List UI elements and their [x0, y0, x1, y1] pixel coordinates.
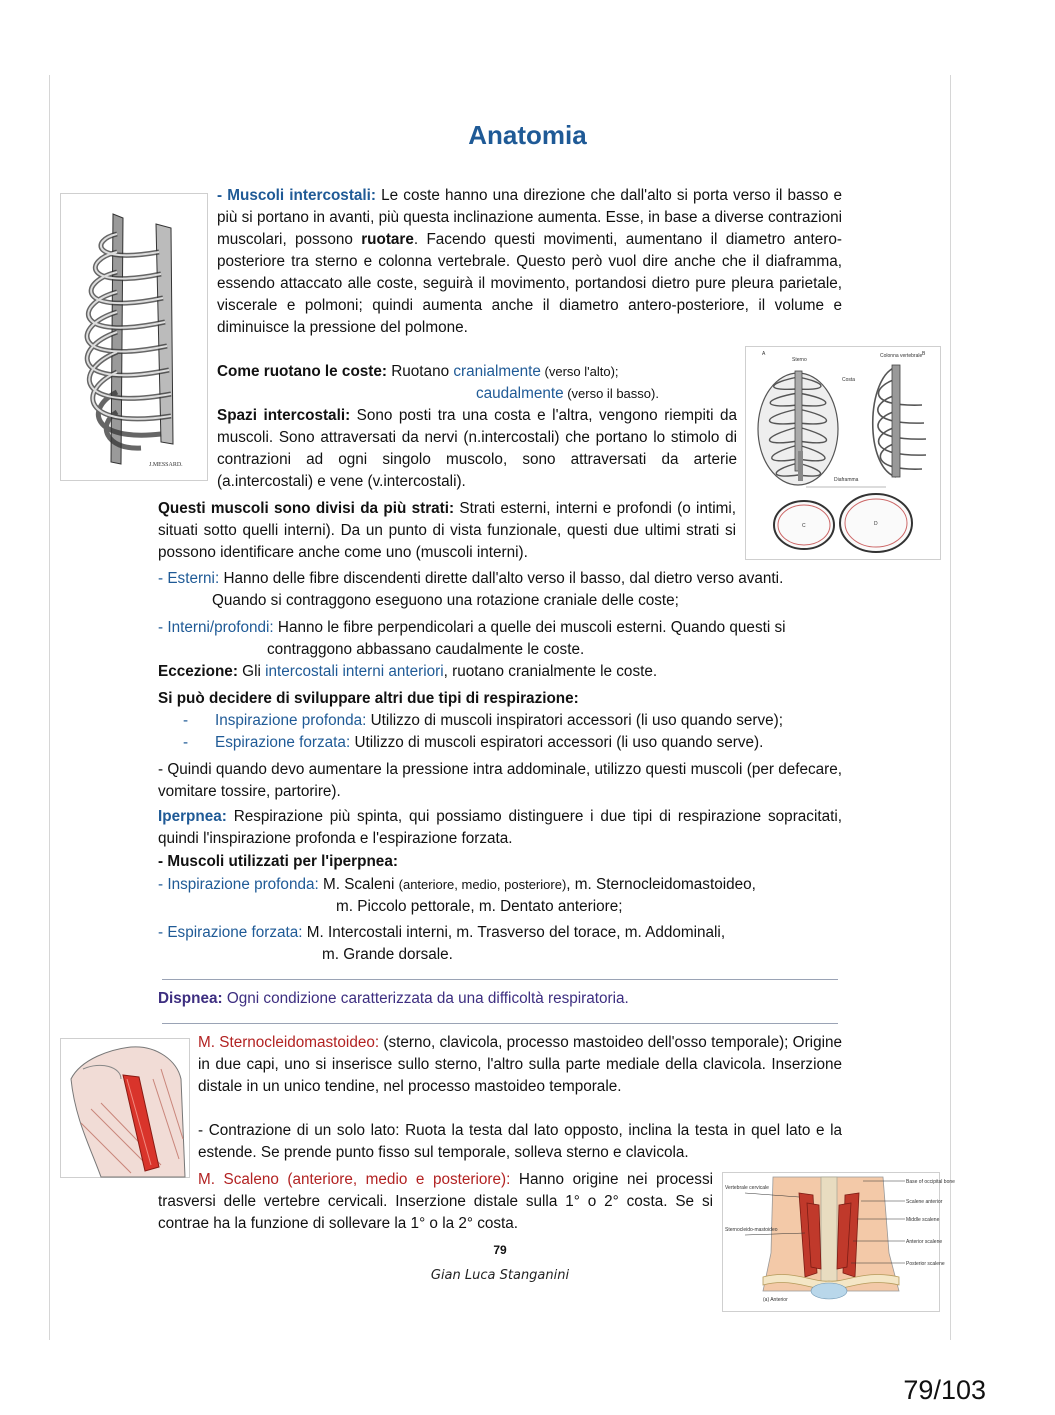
divider-bottom: [162, 1023, 838, 1024]
author: Gian Luca Stanganini: [430, 1268, 570, 1283]
page-counter: 79/103: [903, 1375, 986, 1405]
neck-caption: (a) Anterior: [763, 1297, 788, 1303]
muscoli-espirazione-line: [158, 922, 842, 944]
page-title: Anatomia: [468, 120, 587, 150]
thorax-label-d: D: [874, 521, 878, 527]
caudalmente-line: [476, 383, 736, 405]
muscoli-inspirazione-line-2: m. Piccolo pettorale, m. Dentato anteriore;: [336, 898, 623, 915]
thorax-label-diaframma: Diaframma: [834, 477, 859, 483]
scaleno-text: Hanno origine nei processi trasversi delle vertebre cervicali. Inserzione distale sulla 1° o 2° costa. Se si contrae ha la funzione di sollevare la 1° o la 2° costa.: [158, 1171, 713, 1232]
scm-text: (sterno, clavicola, processo mastoideo dell'osso temporale); Origine in due capi, uno si inserisce sullo sterno, l'altro sulla parte mediale della clavicola. Inserzione distale in un unico tendine, nel processo mastoideo temporale.: [198, 1034, 842, 1095]
muscoli-espirazione-line-2: m. Grande dorsale.: [322, 946, 453, 963]
spazi-text: Sono posti tra una costa e l'altra, vengono riempiti da muscoli. Sono attraversati da nervi (n.intercostali) che portano lo stimolo di contrazioni ad ogni singolo muscolo, sono attraversati da arterie (a.intercostali) e vene (v.intercostali).: [217, 407, 738, 490]
scm-figure: [60, 1038, 190, 1178]
ruotare-bold: ruotare: [361, 231, 414, 248]
neck-label-scalene: Scalene anterior: [906, 1199, 943, 1205]
intercostali-text: Le coste hanno una direzione che dall'alto si porta verso il basso e più si portano in avanti, più questa inclinazione aumenta. Esse, in base a diverse contrazioni muscolari, possono: [217, 187, 842, 248]
esterni-line-2: Quando si contraggono eseguono una rotazione craniale delle coste;: [212, 592, 679, 609]
quindi-paragraph: - Quindi quando devo aumentare la pressione intra addominale, utilizzo questi muscoli (per defecare, vomitare tossire, partorire).: [158, 761, 842, 800]
espirazione-text: Utilizzo di muscoli espiratori accessori (li uso quando serve).: [350, 734, 764, 751]
caudalmente: caudalmente: [476, 385, 564, 402]
muscoli-insp-text: M. Scaleni: [318, 876, 399, 893]
eccezione-highlight: intercostali interni anteriori: [265, 663, 444, 680]
interni-text: Hanno le fibre perpendicolari a quelle dei muscoli esterni. Quando questi si: [273, 619, 786, 636]
scm-paragraph-2: - Contrazione di un solo lato: Ruota la testa dal lato opposto, inclina la testa in quel lato e la estende. Se prende punto fisso sul temporale, solleva sterno e clavicola.: [198, 1122, 842, 1161]
ribcage-figure: [60, 193, 208, 481]
iperpnea-text: Respirazione più spinta, qui possiamo distinguere i due tipi di respirazione sopracitati, quindi l'inspirazione profonda e l'espirazione forzata.: [158, 808, 842, 847]
eccezione-pre: Gli: [237, 663, 266, 680]
esterni-text: Hanno delle fibre discendenti dirette dall'alto verso il basso, dal dietro verso avanti.: [219, 570, 784, 587]
eccezione-label: Eccezione:: [158, 663, 238, 680]
page-frame-left: [49, 75, 50, 1340]
esterni-label: - Esterni:: [158, 570, 220, 587]
inspirazione-label: Inspirazione profonda:: [215, 712, 367, 729]
spazi-paragraph: [217, 405, 737, 493]
esterni-line: [158, 568, 848, 590]
thorax-label-costa: Costa: [842, 377, 856, 383]
intercostali-paragraph: [217, 185, 842, 339]
inspirazione-text: Utilizzo di muscoli inspiratori accessori (li uso quando serve);: [366, 712, 783, 729]
page-number: 79: [493, 1243, 507, 1257]
interni-line: [158, 617, 848, 639]
divider-top: [162, 979, 838, 980]
muscoli-esp-label: - Espirazione forzata:: [158, 924, 303, 941]
scm-paragraph: [198, 1032, 842, 1098]
iperpnea-paragraph: [158, 806, 842, 850]
dispnea-line: [158, 988, 842, 1010]
intercostali-text-2: . Facendo questi movimenti, aumentano il diametro antero-posteriore tra sterno e colonna vertebrale. Questo però vuol dire anche che il diaframma, essendo attaccato alle coste, seguirà il movimento, portandosi dietro pure pleura parietale, viscerale e polmoni; quindi aumenta anche il diametro antero-posteriore, il volume e diminuisce la pressione del polmone.: [217, 231, 843, 336]
thorax-label-sterno: Sterno: [792, 357, 807, 363]
espirazione-label: Espirazione forzata:: [215, 734, 351, 751]
neck-label-scm: Sternocleido-mastoideo: [725, 1227, 778, 1233]
respirazione-item-1: - Inspirazione profonda: Utilizzo di muscoli inspiratori accessori (li uso quando serve);: [183, 712, 783, 729]
muscoli-insp-small: (anteriore, medio, posteriore): [398, 877, 567, 892]
muscoli-iperpnea-heading: - Muscoli utilizzati per l'iperpnea:: [158, 853, 398, 870]
neck-label-vertebrale: Vertebrale cervicale: [725, 1185, 769, 1191]
interni-label: - Interni/profondi:: [158, 619, 274, 636]
thorax-label-a: A: [762, 351, 766, 357]
thorax-label-colonna: Colonna vertebrale: [880, 353, 923, 359]
iperpnea-label: Iperpnea:: [158, 808, 227, 825]
strati-label: Questi muscoli sono divisi da più strati:: [158, 500, 455, 517]
thorax-label-c: C: [802, 523, 806, 529]
strati-paragraph: [158, 498, 736, 564]
eccezione-post: , ruotano cranialmente le coste.: [443, 663, 658, 680]
ruotano-text: Ruotano: [387, 363, 454, 380]
muscoli-inspirazione-line: [158, 874, 842, 896]
muscoli-esp-text: M. Intercostali interni, m. Trasverso del torace, m. Addominali,: [302, 924, 726, 941]
dispnea-label: Dispnea:: [158, 990, 223, 1007]
caud-note: (verso il basso).: [563, 386, 659, 401]
ruotano-label: Come ruotano le coste:: [217, 363, 387, 380]
intercostali-heading: - Muscoli intercostali:: [217, 187, 377, 204]
dispnea-text: Ogni condizione caratterizzata da una difficoltà respiratoria.: [222, 990, 629, 1007]
scalene-figure: [722, 1172, 955, 1312]
thorax-figure: [745, 346, 941, 560]
muscoli-insp-label: - Inspirazione profonda:: [158, 876, 319, 893]
come-ruotano: [217, 361, 737, 383]
neck-label-middle: Middle scalene: [906, 1217, 940, 1223]
scaleno-paragraph: [158, 1169, 713, 1235]
page-frame-right: [950, 75, 951, 1340]
eccezione-line: [158, 661, 848, 683]
scm-label: M. Sternocleidomastoideo:: [198, 1034, 380, 1051]
scaleno-label: M. Scaleno (anteriore, medio e posteriore):: [198, 1171, 511, 1188]
respirazione-item-2: - Espirazione forzata: Utilizzo di muscoli espiratori accessori (li uso quando serve).: [183, 734, 764, 751]
interni-line-2: contraggono abbassano caudalmente le coste.: [267, 641, 585, 658]
muscoli-insp-text-2: , m. Sternocleidomastoideo,: [566, 876, 756, 893]
neck-label-occipital: Base of occipital bone: [906, 1179, 955, 1185]
neck-label-anterior: Anterior scalene: [906, 1239, 943, 1245]
respirazione-heading: Si può decidere di sviluppare altri due tipi di respirazione:: [158, 690, 579, 707]
cran-note: (verso l'alto);: [540, 364, 619, 379]
neck-label-posterior: Posterior scalene: [906, 1261, 945, 1267]
cranialmente: cranialmente: [453, 363, 541, 380]
spazi-label: Spazi intercostali:: [217, 407, 351, 424]
thorax-label-b: B: [922, 351, 926, 357]
strati-text: Strati esterni, interni e profondi (o intimi, situati sotto quelli interni). Da un punto di vista funzionale, questi due ultimi strati si possono identificare anche come uno (muscoli interni).: [158, 500, 736, 561]
ribcage-signature: J.MESSARD.: [149, 462, 183, 468]
